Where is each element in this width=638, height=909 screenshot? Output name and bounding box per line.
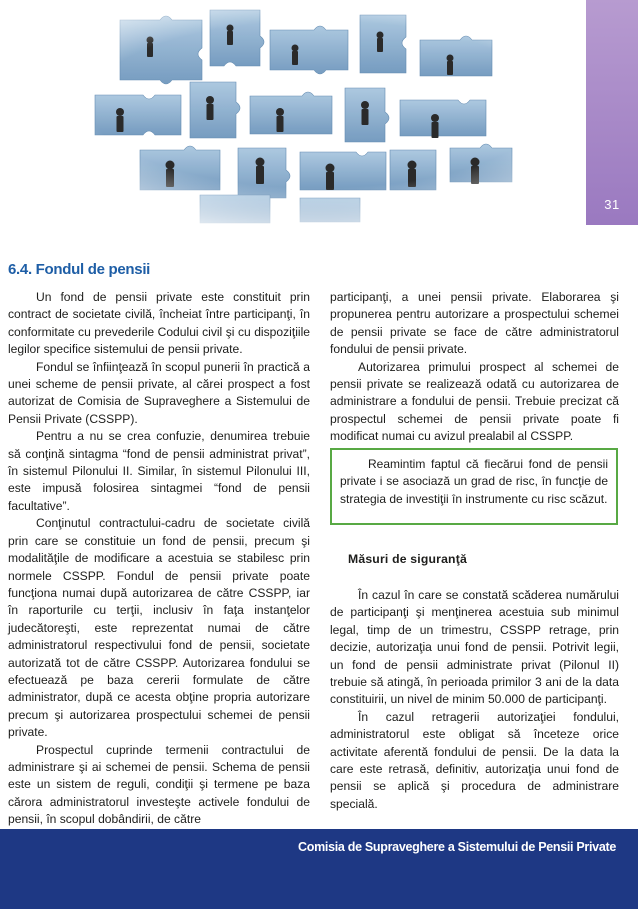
paragraph: Conţinutul contractului-cadru de societate civilă prin care se constituie un fond de pensii, precum şi modalităţile de modificare a acestuia se stabilesc prin normele CSSPP. Fondul de pensii private poate funcţiona numai după autorizarea de către CSSPP, iar în raporturile cu terţii, inclusiv în faţa instanţelor judecătoreşti, este reprezentat numai de către administratorul respectivului fond de pensii, societate autorizată tot de către CSSPP. Autorizarea fondului se efectuează pe baza cererii formulate de către administrator, după ce acesta obţine propria autorizare precum şi autorizarea prospectului schemei de pensii private. bbox=[8, 516, 310, 740]
footer-text: Comisia de Supraveghere a Sistemului de Pensii Private bbox=[298, 840, 616, 854]
paragraph: Autorizarea primului prospect al schemei de pensii private se realizează odată cu autorizarea de administrare a fondului de pensii. Trebuie precizat că prospectul schemei de pensii private poate fi modificat numai cu avizul prealabil al CSSPP. bbox=[330, 359, 619, 444]
right-column bbox=[330, 289, 619, 446]
paragraph: Fondul se înfiinţează în scopul punerii în practică a unei scheme de pensii private, al cărei prospect a fost autorizat de Comisia de Supraveghere a Sistemului de Pensii Private (CSSPP). bbox=[8, 359, 310, 426]
page-number: 31 bbox=[604, 197, 620, 212]
puzzle-businesspeople-illustration bbox=[0, 0, 638, 232]
paragraph: Pentru a nu se crea confuzie, denumirea trebuie să conţină sintagma “fond de pensii administrat privat”, în sistemul Pilonului II. Similar, în sistemul Pilonului III, este impusă folosirea sintagmei “fond de pensii facultative”. bbox=[8, 429, 310, 513]
paragraph: participanţi, a unei pensii private. Elaborarea şi propunerea pentru autorizare a prospectului schemei de pensii private se face de către administratorul fondului de pensii private. bbox=[330, 290, 619, 357]
section-title: 6.4. Fondul de pensii bbox=[8, 261, 151, 278]
note-box bbox=[330, 448, 618, 525]
paragraph: În cazul în care se constată scăderea numărului de participanţi şi menţinerea acestuia sub minimul legal, timp de un trimestru, CSSPP retrage, prin decizie, autorizaţia unui fond de pensii. Potrivit legii, un fond de pensii administrate privat (Pilonul II) trebuie să atingă, în perioada primilor 3 ani de la data constituirii, un nivel de minim 50.000 de participanţi. bbox=[330, 588, 619, 707]
safety-column bbox=[330, 587, 619, 813]
paragraph: În cazul retragerii autorizaţiei fondului, administratorul este obligat să înceteze orice activitate aferentă fondului de pensii. De la data la care este retrasă, definitiv, autorizaţia unui fond de pensii se aplică şi procedura de administrare specială. bbox=[330, 709, 619, 811]
hero-image bbox=[0, 0, 638, 232]
left-column bbox=[8, 289, 310, 829]
footer-bar bbox=[0, 829, 638, 909]
side-tab bbox=[586, 0, 638, 225]
safety-heading: Măsuri de siguranţă bbox=[348, 552, 467, 566]
paragraph: Un fond de pensii private este constituit prin contract de societate civilă, încheiat între participanţi, în conformitate cu prevederile Codului civil şi cu dispoziţiile legilor specifice sistemului de pensii private. bbox=[8, 290, 310, 357]
paragraph: Prospectul cuprinde termenii contractului de administrare şi ai schemei de pensii. Schema de pensii este un sistem de reguli, condiţii şi termene pe baza cărora administratorul investeşte activele fondului de pensii, în scopul dobândirii, de către bbox=[8, 742, 310, 827]
note-text: Reamintim faptul că fiecărui fond de pensii private i se asociază un grad de risc, în funcţie de strategia de investiţii în instrumente cu risc scăzut. bbox=[340, 457, 608, 506]
